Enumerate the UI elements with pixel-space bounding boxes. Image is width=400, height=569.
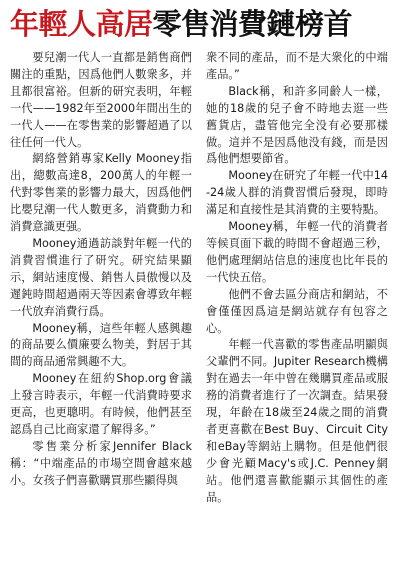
paragraph: Black稱，和許多同齡人一樣，她的18歲的兒子會不時地去逛一些舊貨店，盡管他完全没有必要那樣做。這并不是因爲他没有錢，而是因爲他們想要節省。 (206, 84, 388, 166)
paragraph: 他們不會去區分商店和網站，不會僅僅因爲這是網站就存有包容之心。 (206, 287, 388, 335)
paragraph: 網絡營銷專家Kelly Mooney指出，總數高達8，200萬人的年輕一代對零售業的影響力最大，因爲他們比嬰兒潮一代人數更多，消費動力和消費意識更强。 (10, 152, 192, 234)
left-column (10, 50, 192, 562)
headline-part-red: 年輕人高居 (10, 7, 153, 41)
headline (10, 4, 394, 44)
paragraph: Mooney稱，年輕一代的消費者等候頁面下載的時間不會超過三秒，他們處理網站信息的速度也比年長的一代快五倍。 (206, 220, 388, 284)
paragraph-continued: 衆不同的產品，而不是大衆化的中端產品。” (206, 51, 388, 81)
paragraph: 零售業分析家Jennifer Black稱：“中端產品的市場空間會越來越小。女孩子們喜歡購買那些顯得與 (10, 439, 192, 487)
headline-part-black: 零售消費鏈榜首 (152, 7, 353, 41)
paragraph: Mooney稱，這些年輕人感興趣的商品要么價廉要么物美，對居于其間的商品通常興趣不大。 (10, 321, 192, 369)
paragraph: 要兒潮一代人一直都是銷售商們關注的重點，因爲他們人數衆多，并且都很富裕。但新的研究表明，年輕一代——1982年至2000年間出生的一代人——在零售業的影響超過了以往任何一代人。 (10, 51, 192, 149)
paragraph: Mooney在研究了年輕一代中14-24歲人群的消費習慣后發現，即時滿足和直接性是其消費的主要特點。 (206, 169, 388, 217)
paragraph: Mooney通過訪談對年輕一代的消費習慣進行了研究。研究結果顯示，網站速度慢、銷售人員傲慢以及遲鈍時間超過兩天等因素會導致年輕一代放弃消費行爲。 (10, 236, 192, 318)
paragraph: 年輕一代喜歡的零售產品明顯與父輩們不同。Jupiter Research機構對在過去一年中曾在幾購買產品或服務的消費者進行了一次調查。結果發現，年齡在18歲至24歲之間的消費者更喜歡在Best Buy、Circuit City和eBay等網站上購物。但是他們很少會光顧Macy's或J.C. Penney網站。他們還喜歡能顯示其個性的產品。 (206, 338, 388, 504)
paragraph: Mooney在紐約Shop.org會議上發言時表示，年輕一代消費時要求更高，也更聰明。有時候，他們甚至認爲自己比商家還了解得多。” (10, 372, 192, 436)
right-column (206, 50, 388, 562)
